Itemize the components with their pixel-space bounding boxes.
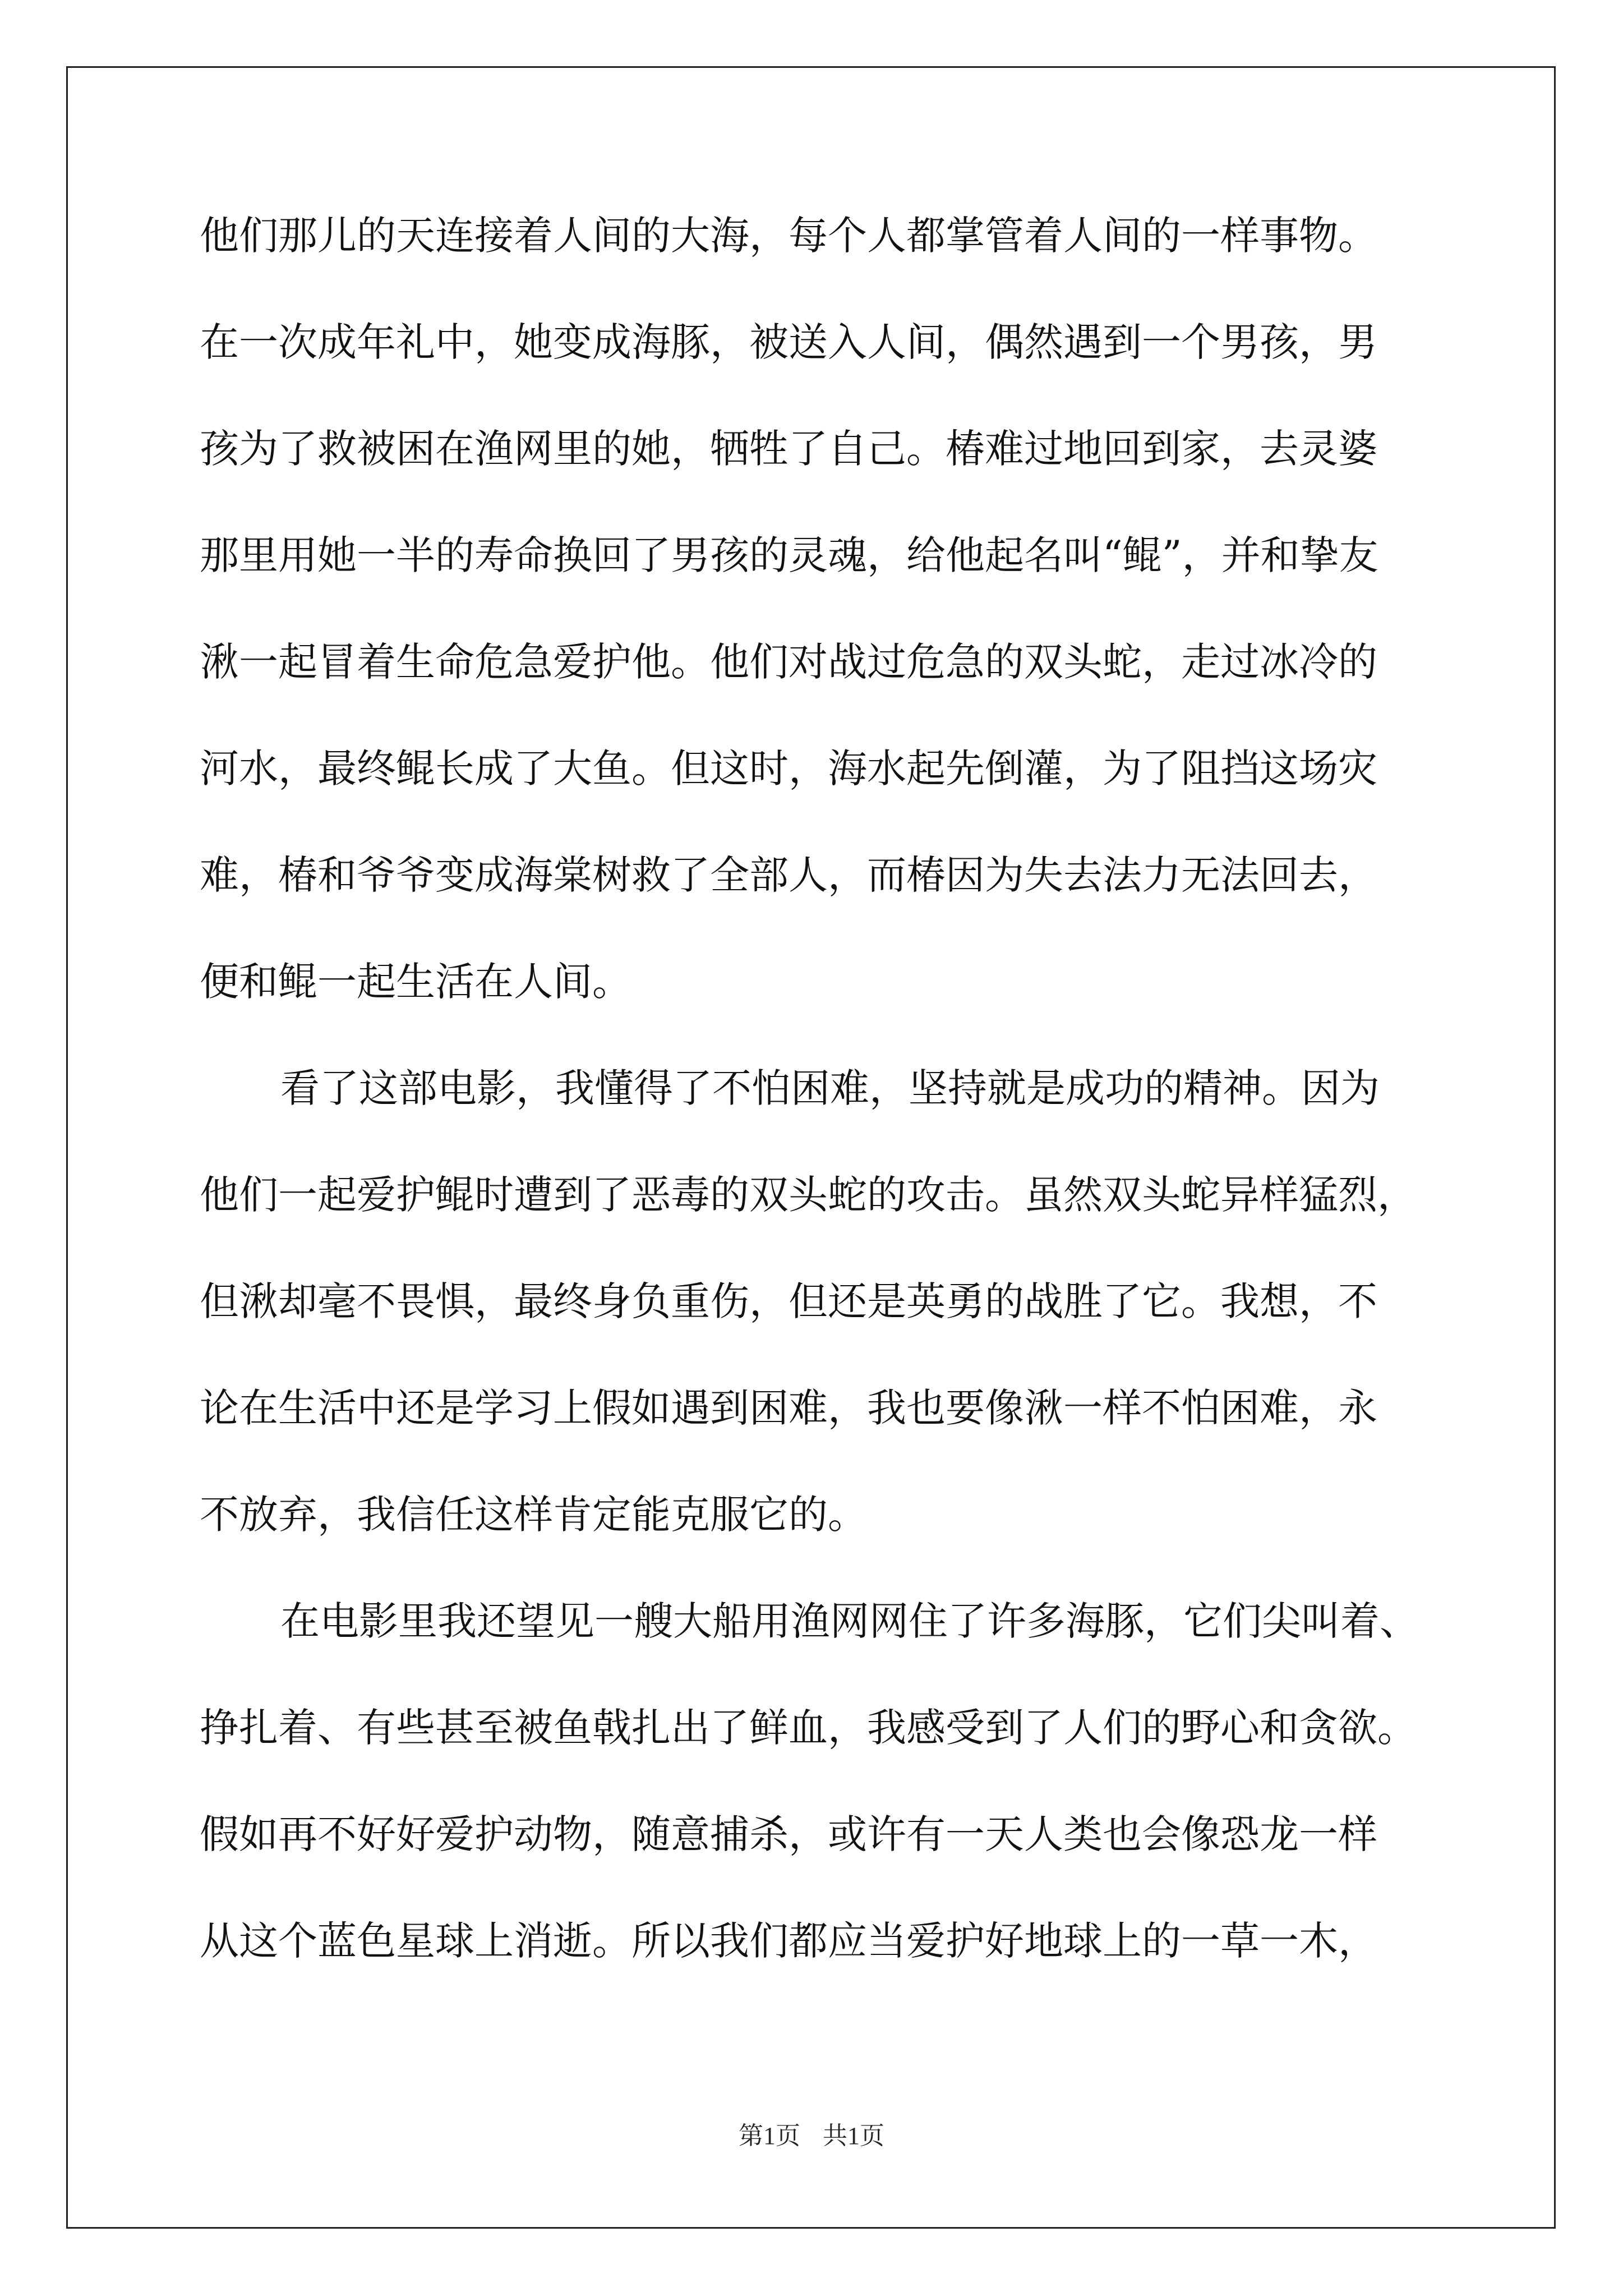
paragraph-1-line-1: 他们那儿的天连接着人间的大海，每个人都掌管着人间的一样事物。 [200, 213, 1377, 259]
paragraph-1-line-7: 难，椿和爷爷变成海棠树救了全部人，而椿因为失去法力无法回去， [200, 852, 1377, 898]
paragraph-3-line-1: 在电影里我还望见一艘大船用渔网网住了许多海豚，它们尖叫着、 [280, 1598, 1419, 1644]
paragraph-2-line-1: 看了这部电影，我懂得了不怕困难，坚持就是成功的精神。因为 [280, 1065, 1380, 1111]
paragraph-1-line-3: 孩为了救被困在渔网里的她，牺牲了自己。椿难过地回到家，去灵婆 [200, 426, 1377, 472]
page-number-current: 第1页 [739, 2122, 800, 2150]
paragraph-1-line-6: 河水，最终鲲长成了大鱼。但这时，海水起先倒灌，为了阻挡这场灾 [200, 746, 1377, 792]
paragraph-2-line-3: 但湫却毫不畏惧，最终身负重伤，但还是英勇的战胜了它。我想，不 [200, 1278, 1377, 1324]
paragraph-2-line-4: 论在生活中还是学习上假如遇到困难，我也要像湫一样不怕困难，永 [200, 1385, 1377, 1431]
paragraph-2-line-2: 他们一起爱护鲲时遭到了恶毒的双头蛇的攻击。虽然双头蛇异样猛烈， [200, 1172, 1417, 1218]
paragraph-3-line-4: 从这个蓝色星球上消逝。所以我们都应当爱护好地球上的一草一木， [200, 1918, 1377, 1964]
paragraph-1-line-8: 便和鲲一起生活在人间。 [200, 959, 631, 1005]
paragraph-3-line-2: 挣扎着、有些甚至被鱼戟扎出了鲜血，我感受到了人们的野心和贪欲。 [200, 1705, 1417, 1751]
page-number-total: 共1页 [823, 2122, 884, 2150]
paragraph-2-line-5: 不放弃，我信任这样肯定能克服它的。 [200, 1492, 867, 1538]
paragraph-1-line-5: 湫一起冒着生命危急爱护他。他们对战过危急的双头蛇，走过冰冷的 [200, 639, 1377, 685]
page-border [66, 66, 1556, 2229]
paragraph-1-line-2: 在一次成年礼中，她变成海豚，被送入人间，偶然遇到一个男孩，男 [200, 319, 1377, 365]
paragraph-3-line-3: 假如再不好好爱护动物，随意捕杀，或许有一天人类也会像恐龙一样 [200, 1811, 1377, 1857]
page-footer [0, 2119, 1623, 2153]
paragraph-1-line-4: 那里用她一半的寿命换回了男孩的灵魂，给他起名叫“鲲”，并和挚友 [200, 532, 1378, 578]
